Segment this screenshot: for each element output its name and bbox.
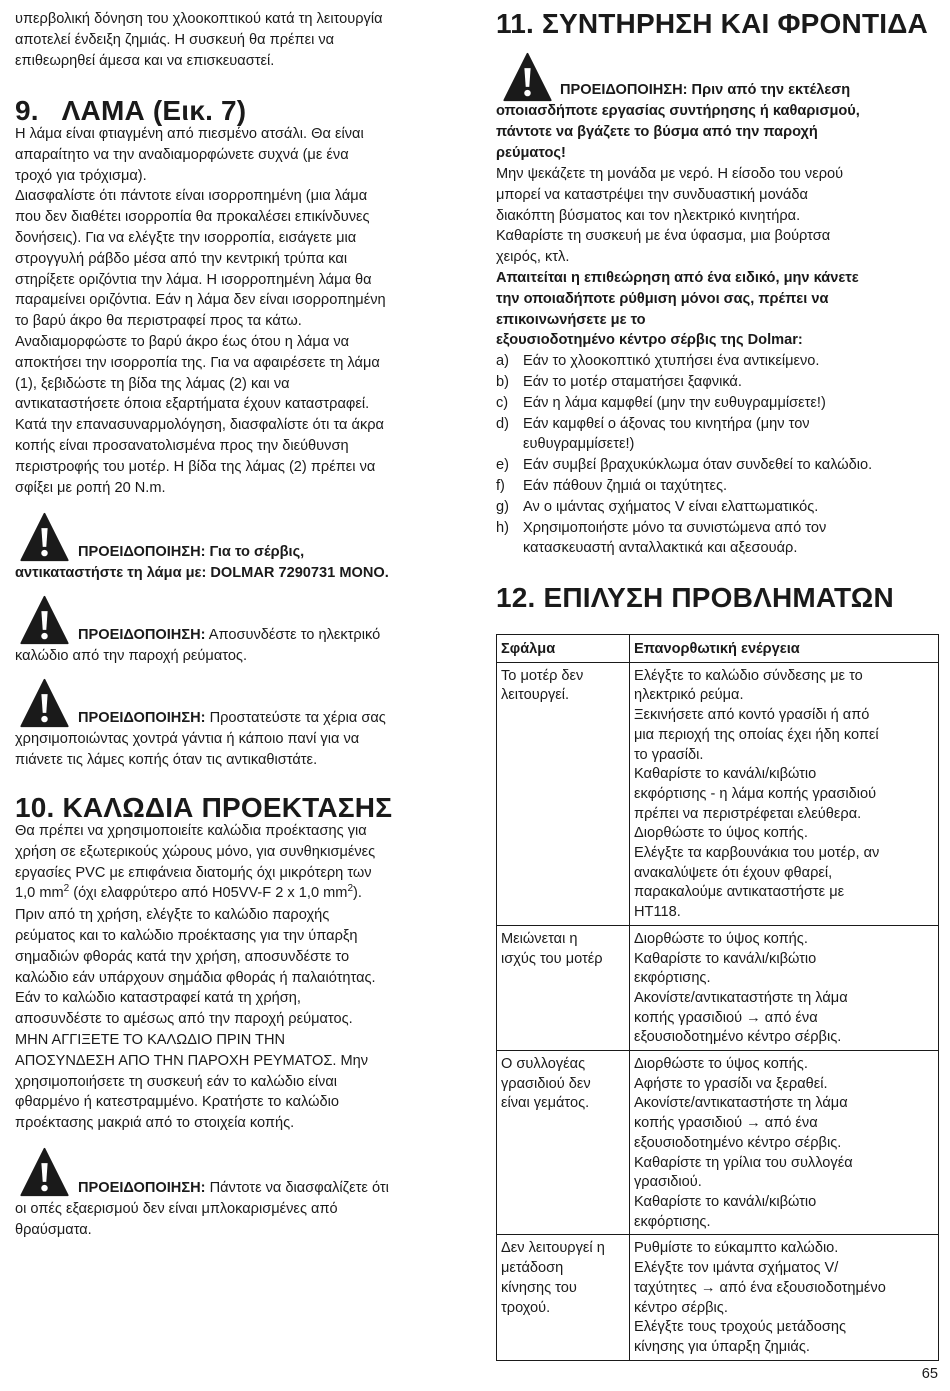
text-line: κοπής είναι προσανατολισμένα προς την διεύθυνση [15,437,349,454]
text-line: χειρός, κτλ. [496,249,570,266]
text-line: Δεν λειτουργεί η [501,1240,605,1257]
text-line: επικοινωνήσετε με το [496,311,646,328]
table-row [497,925,939,1050]
warning-block-3 [15,678,455,770]
section-9-body [15,124,455,498]
list-item [496,455,941,476]
text-line: μετάδοση [501,1260,564,1277]
text-line: τροχού. [501,1299,551,1316]
warning-text [78,1178,389,1199]
text-line: Ξεκινήσετε από κοντό γρασίδι ή από [634,707,870,724]
warning-triangle-icon [16,1147,73,1197]
warning-text: οι οπές εξαερισμού δεν είναι μπλοκαρισμένες από [15,1201,338,1217]
text-line: Εάν το μοτέρ σταματήσει ξαφνικά. [523,373,742,390]
list-item-label: h) [496,519,509,536]
text-line: Εάν το χλοοκοπτικό χτυπήσει ένα αντικείμενο. [523,353,820,370]
table-row [497,1051,939,1235]
fault-cell [497,662,630,925]
text-line: ΜΗΝ ΑΓΓΙΞΕΤΕ ΤΟ ΚΑΛΩΔΙΟ ΠΡΙΝ ΤΗΝ [15,1031,286,1048]
list-item-label: c) [496,394,509,411]
text-line: ταχύτητες → από ένα εξουσιοδοτημένο [634,1279,886,1296]
warning-text: χρησιμοποιώντας χοντρά γάντια ή κάποιο πανί για να [15,731,360,747]
text-line: καλώδιο εάν υπάρχουν σημάδια φθοράς ή παλαιότητας. [15,969,376,986]
action-cell [630,1235,939,1360]
text-line: Καθαρίστε το κανάλι/κιβώτιο [634,1193,817,1210]
text-line: αποσυνδέστε το αμέσως από την παροχή ρεύματος. [15,1011,353,1028]
text-line: HT118. [634,904,681,921]
text-line: Ελέγξτε το καλώδιο σύνδεσης με το [634,667,863,684]
text-line: αποκτήσει την ισορροπία της. Για να αφαιρέσετε τη λάμα [15,354,380,371]
text-line: Ακονίστε/αντικαταστήστε τη λάμα [634,989,848,1006]
list-item-label: b) [496,373,509,390]
text-line: Αναδιαμορφώστε το βαρύ άκρο έως ότου η λάμα να [15,333,350,350]
list-item [496,497,941,518]
text-line: εκφόρτισης - η λάμα κοπής γρασιδιού [634,785,877,802]
warning-text: καλώδιο από την παροχή ρεύματος. [15,648,248,664]
text-line: ισχύς του μοτέρ [501,950,603,967]
table-row [497,662,939,925]
text-line: παρακαλούμε αντικαταστήστε με [634,884,845,901]
text-line: Απαιτείται η επιθεώρηση από ένα ειδικό, μην κάνετε [496,269,859,286]
list-item [496,518,941,560]
text-line: το βαρύ άκρο θα περιστραφεί προς τα κάτω. [15,313,302,330]
text-line: την οποιαδήποτε ρύθμιση μόνοι σας, πρέπει να [496,290,829,307]
section-11-heading: 11. ΣΥΝΤΗΡΗΣΗ ΚΑΙ ΦΡΟΝΤΙΔΑ [496,8,928,39]
text-line: Διορθώστε το ύψος κοπής. [634,930,808,947]
list-item [496,414,941,456]
text-line: Καθαρίστε το κανάλι/κιβώτιο [634,950,817,967]
warning-text [78,625,380,646]
text-line: ρεύματος και το καλώδιο προέκτασης για την ύπαρξη [15,927,358,944]
text-line: Το μοτέρ δεν [501,667,584,684]
text-line: προέκτασης μακριά από το στοιχεία κοπής. [15,1115,295,1132]
text-line: που δεν διαθέτει ισορροπία θα προκαλέσει επικίνδυνες [15,209,370,226]
text-line: Ρυθμίστε το εύκαμπτο καλώδιο. [634,1240,839,1257]
text-line: εξουσιοδοτημένο κέντρο σέρβις της Dolmar: [496,332,803,349]
column-header: Σφάλμα [497,635,630,663]
warning-triangle-icon [499,52,556,102]
list-item-label: e) [496,457,509,474]
action-cell [630,925,939,1050]
text-line: ευθυγραμμίσετε!) [523,436,635,453]
list-item-text [523,455,941,476]
warning-triangle-icon [16,678,73,728]
text-line: δονήσεις). Για να ελέγξτε την ισορροπία, εισάγετε μια [15,229,357,246]
list-item-text [523,497,941,518]
list-item [496,372,941,393]
text-line: (1), ξεβιδώστε τη βίδα της λάμας (2) και να [15,375,290,392]
warning-text: ΠΡΟΕΙΔΟΠΟΙΗΣΗ: Πριν από την εκτέλεση [560,82,851,98]
warning-message: Αποσυνδέστε το ηλεκτρικό [205,627,381,643]
text-line: το γρασίδι. [634,746,704,763]
text-line: Εάν το καλώδιο καταστραφεί κατά τη χρήση, [15,990,301,1007]
text-line: γρασιδιού. [634,1174,702,1191]
text-line: κίνησης για ύπαρξη ζημιάς. [634,1338,810,1355]
section-9-heading: 9. ΛΑΜΑ (Εικ. 7) [15,95,247,126]
text-line: Καθαρίστε το κανάλι/κιβώτιο [634,766,817,783]
text-line: Ελέγξτε τους τροχούς μετάδοσης [634,1319,846,1336]
text-line: Η λάμα είναι φτιαγμένη από πιεσμένο ατσάλι. Θα είναι [15,126,364,142]
text-line: εκφόρτισης. [634,1213,711,1230]
list-item [496,351,941,372]
warning-triangle-icon [16,512,73,562]
fault-cell [497,1235,630,1360]
text-line: Μειώνεται η [501,930,578,947]
troubleshooting-table [496,634,939,1361]
text-line: παραμείνει οριζόντια. Εάν η λάμα δεν είναι ισορροπημένη [15,292,386,309]
text-line: Αφήστε το γρασίδι να ξεραθεί. [634,1075,828,1092]
warning-text: θραύσματα. [15,1222,92,1238]
text-line: Πριν από τη χρήση, ελέγξτε το καλώδιο παροχής [15,907,330,924]
warning-label: ΠΡΟΕΙΔΟΠΟΙΗΣΗ: [78,627,206,643]
warning-label: ΠΡΟΕΙΔΟΠΟΙΗΣΗ: [78,1180,206,1196]
warning-text [78,708,386,729]
list-item-label: g) [496,498,509,515]
text-line: Μην ψεκάζετε τη μονάδα με νερό. Η είσοδο του νερού [496,166,844,182]
troubleshooting-table-wrapper [496,634,939,1361]
text-line: ηλεκτρικό ρεύμα. [634,687,744,704]
warning-block-2 [15,595,455,665]
text-line: Ελέγξτε τα καρβουνάκια του μοτέρ, αν [634,845,880,862]
warning-block-1 [15,512,455,582]
text-line: Εάν η λάμα καμφθεί (μην την ευθυγραμμίσετε!) [523,394,826,411]
text-line: ανακαλύψετε ότι έχουν φθαρεί, [634,864,833,881]
list-item-text [523,414,941,456]
text-line: διακόπτη βύσματος και τον ηλεκτρικό κινητήρα. [496,207,801,224]
text-line: Εάν συμβεί βραχυκύκλωμα όταν συνδεθεί το καλώδιο. [523,457,873,474]
action-cell [630,662,939,925]
text-line: Καθαρίστε τη συσκευή με ένα ύφασμα, μια βούρτσα [496,228,831,245]
text-line: αντικαταστήσετε όποια εξαρτήματα έχουν καταστραφεί. [15,396,370,413]
text-line: εργασίες PVC με επιφάνεια διατομής όχι μικρότερη των [15,864,372,881]
list-item [496,393,941,414]
text-line: υπερβολική δόνηση του χλοοκοπτικού κατά τη λειτουργία [15,11,383,27]
fault-cell [497,925,630,1050]
list-item-text [523,372,941,393]
warning-label: ΠΡΟΕΙΔΟΠΟΙΗΣΗ: [78,710,206,726]
list-item-label: f) [496,477,505,494]
text-line: σφίξει με ροπή 20 N.m. [15,479,166,496]
text-line: κοπής γρασιδιού → από ένα [634,1009,818,1026]
warning-message: Προστατεύστε τα χέρια σας [205,710,386,726]
list-item [496,476,941,497]
list-item-label: a) [496,353,509,370]
text-line: οποιασδήποτε εργασίας συντήρησης ή καθαρισμού, [496,103,860,119]
text-line: χρήση σε εξωτερικούς χώρους μόνο, για συνθηκισμένες [15,843,376,860]
page-number: 65 [921,1366,938,1382]
list-item-text [523,393,941,414]
text-line: κέντρο σέρβις. [634,1299,728,1316]
text-line: Ελέγξτε τον ιμάντα σχήματος V/ [634,1260,839,1277]
text-line: απαραίτητο να την αναδιαμορφώνετε συχνά (με ένα [15,146,349,163]
text-line: πάντοτε να βγάζετε το βύσμα από την παροχή [496,123,818,140]
list-item-label: d) [496,415,509,432]
warning-text: πιάνετε τις λάμες κοπής όταν τις αντικαθιστάτε. [15,752,318,768]
text-line: λειτουργεί. [501,687,570,704]
text-line: πρέπει να περιστρέφεται ελεύθερα. [634,805,862,822]
section-11-body [496,164,941,559]
text-line: φθαρμένο ή κατεστραμμένο. Κρατήστε το καλώδιο [15,1094,339,1111]
table-row [497,1235,939,1360]
section-10-heading: 10. ΚΑΛΩΔΙΑ ΠΡΟΕΚΤΑΣΗΣ [15,792,393,823]
text-line: είναι γεμάτος. [501,1095,590,1112]
text-line: επιθεωρηθεί άμεσα και να επισκευαστεί. [15,52,275,69]
intro-paragraph [15,9,383,71]
text-line: εξουσιοδοτημένο κέντρο σέρβις. [634,1134,842,1151]
text-line: γρασιδιού δεν [501,1075,591,1092]
warning-block-4 [15,1147,455,1239]
text-line: ΑΠΟΣΥΝΔΕΣΗ ΑΠΟ ΤΗΝ ΠΑΡΟΧΗ ΡΕΥΜΑΤΟΣ. Μην [15,1052,369,1069]
warning-message: Πάντοτε να διασφαλίζετε ότι [205,1180,389,1196]
warning-block-5 [496,52,941,164]
text-line: περιστροφής του μοτέρ. Η βίδα της λάμας (2) πρέπει να [15,458,376,475]
section-10-body [15,821,455,1134]
text-line: στηρίξετε οριζόντια την λάμα. Η ισορροπημένη λάμα θα [15,271,372,288]
list-item-text [523,518,941,560]
text-line: σημαδιών φθοράς κατά την χρήση, αποσυνδέστε το [15,948,350,965]
service-list [496,351,941,559]
warning-triangle-icon [16,595,73,645]
text-line: Εάν πάθουν ζημιά οι ταχύτητες. [523,477,728,494]
text-line: Διασφαλίστε ότι πάντοτε είναι ισορροπημένη (μια λάμα [15,188,368,205]
text-line: τροχό για τρόχισμα). [15,167,147,184]
text-line: Ο συλλογέας [501,1056,586,1073]
text-line: Θα πρέπει να χρησιμοποιείτε καλώδια προέκτασης για [15,823,367,839]
text-line: Κατά την επανασυναρμολόγηση, διασφαλίστε ότι τα άκρα [15,417,384,434]
text-line: Καθαρίστε τη γρίλια του συλλογέα [634,1154,853,1171]
list-item-text [523,351,941,372]
list-item-text [523,476,941,497]
warning-text: ΠΡΟΕΙΔΟΠΟΙΗΣΗ: Για το σέρβις, [78,544,305,560]
text-line: αποτελεί ένδειξη ζημιάς. Η συσκευή θα πρέπει να [15,31,335,48]
text-line: Διορθώστε το ύψος κοπής. [634,825,808,842]
warning-text: αντικαταστήστε τη λάμα με: DOLMAR 7290731 ΜΟΝΟ. [15,565,389,581]
text-line: μπορεί να καταστρέψει την συνδυαστική μονάδα [496,186,808,203]
text-line: στρογγυλή ράβδο μέσα από την κεντρική τρύπα και [15,250,348,267]
fault-cell [497,1051,630,1235]
text-line: Εάν καμφθεί ο άξονας του κινητήρα (μην τον [523,415,810,432]
text-line-with-superscript: 1,0 $mm^2$ (όχι ελαφρύτερο από H05VV-F 2 x 1,0 $mm^2$). [15,883,362,902]
text-line: εκφόρτισης. [634,970,711,987]
text-line: Ακονίστε/αντικαταστήστε τη λάμα [634,1095,848,1112]
action-cell [630,1051,939,1235]
section-12-heading: 12. ΕΠΙΛΥΣΗ ΠΡΟΒΛΗΜΑΤΩΝ [496,582,894,613]
text-line: Αν ο ιμάντας σχήματος V είναι ελαττωματικός. [523,498,819,515]
text-line: χρησιμοποιήσετε τη συσκευή εάν το καλώδιο είναι [15,1073,338,1090]
text-line: μια περιοχή της οποίας έχει ήδη κοπεί [634,726,879,743]
text-line: εξουσιοδοτημένο κέντρο σέρβις. [634,1029,842,1046]
column-header: Επανορθωτική ενέργεια [630,635,939,663]
text-line: κατασκευαστή ανταλλακτικά και αξεσουάρ. [523,540,798,557]
table-header-row [497,635,939,663]
text-line: Διορθώστε το ύψος κοπής. [634,1056,808,1073]
text-line: κίνησης του [501,1279,577,1296]
text-line: Χρησιμοποιήστε μόνο τα συνιστώμενα από τον [523,519,827,536]
text-line: ρεύματος! [496,144,566,161]
text-line: κοπής γρασιδιού → από ένα [634,1115,818,1132]
